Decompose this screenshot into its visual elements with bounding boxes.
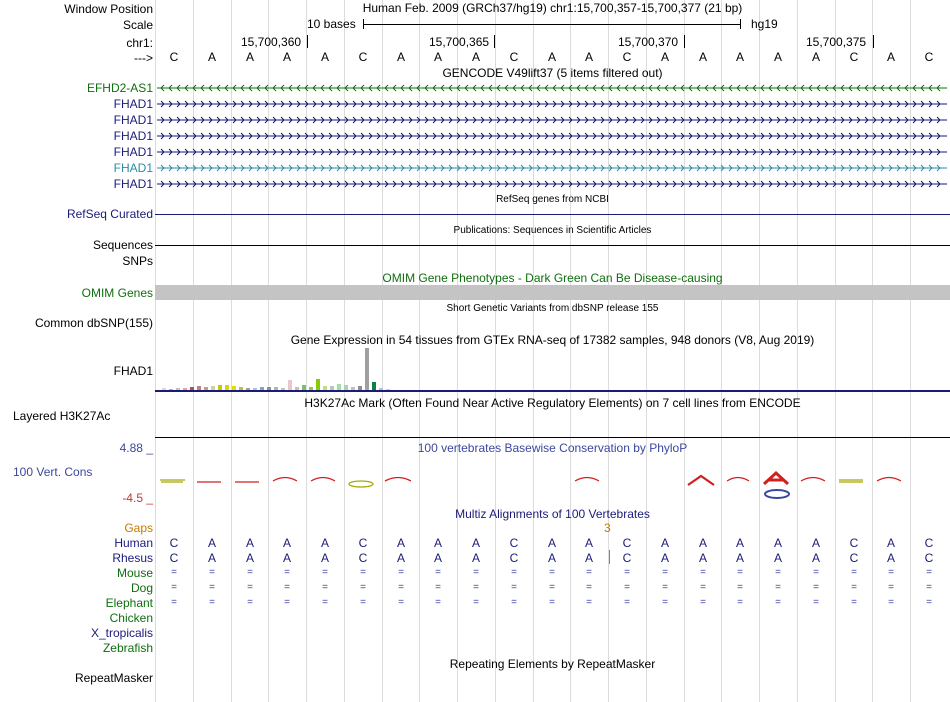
gap-marker <box>609 550 610 564</box>
species-label[interactable]: Chicken <box>109 611 153 625</box>
alignment-base: = <box>209 597 215 608</box>
alignment-base: C <box>358 536 368 550</box>
alignment-base: = <box>284 582 290 593</box>
coordinate-label: 15,700,370 <box>618 35 679 49</box>
alignment-base: = <box>435 582 441 593</box>
alignment-base: A <box>584 551 593 565</box>
alignment-base: = <box>473 597 479 608</box>
alignment-base: A <box>886 536 895 550</box>
alignment-base: = <box>813 567 819 578</box>
alignment-base: = <box>662 567 668 578</box>
alignment-base: = <box>435 597 441 608</box>
ruler-base: A <box>773 50 782 64</box>
coordinate-tick <box>307 35 308 48</box>
alignment-base: = <box>360 582 366 593</box>
pubs-track-title: Publications: Sequences in Scientific Articles <box>453 225 652 236</box>
ruler-base: A <box>886 50 895 64</box>
coordinate-label: 15,700,365 <box>429 35 490 49</box>
gap-count: 3 <box>604 521 611 535</box>
alignment-base: = <box>549 597 555 608</box>
alignment-base: A <box>811 551 820 565</box>
gencode-transcript[interactable] <box>157 131 949 141</box>
ruler-base: A <box>811 50 820 64</box>
alignment-base: C <box>622 551 632 565</box>
alignment-base: A <box>660 551 669 565</box>
gencode-item-label[interactable]: FHAD1 <box>113 161 153 175</box>
gtex-tissue-bar[interactable] <box>288 380 292 390</box>
alignment-base: = <box>398 597 404 608</box>
ruler-base: A <box>547 50 556 64</box>
alignment-base: C <box>622 536 632 550</box>
alignment-base: = <box>775 567 781 578</box>
dbsnp-track-title: Short Genetic Variants from dbSNP release 155 <box>446 303 659 314</box>
snps-track-label[interactable]: SNPs <box>122 254 153 268</box>
scale-bases-text: 10 bases <box>307 17 356 31</box>
alignment-base: A <box>396 551 405 565</box>
alignment-base: = <box>398 567 404 578</box>
dbsnp-track-label[interactable]: Common dbSNP(155) <box>34 316 153 330</box>
phylop-logo[interactable] <box>155 470 950 506</box>
alignment-base: A <box>245 536 254 550</box>
alignment-base: = <box>473 567 479 578</box>
refseq-track-label[interactable]: RefSeq Curated <box>66 207 153 221</box>
gencode-transcript[interactable] <box>157 99 949 109</box>
alignment-base: = <box>888 567 894 578</box>
alignment-base: C <box>924 551 934 565</box>
alignment-base: = <box>926 597 932 608</box>
phylop-mark <box>349 481 373 487</box>
alignment-base: C <box>169 551 179 565</box>
phylop-mark <box>385 478 411 482</box>
scale-bar-left-tick <box>363 19 364 29</box>
omim-track-title: OMIM Gene Phenotypes - Dark Green Can Be Disease-causing <box>382 271 723 285</box>
alignment-base: A <box>773 536 782 550</box>
coordinate-tick <box>494 35 495 48</box>
h3k27ac-track-line <box>155 437 950 438</box>
alignment-base: = <box>737 582 743 593</box>
alignment-base: = <box>360 567 366 578</box>
alignment-base: = <box>700 567 706 578</box>
ruler-base: C <box>622 50 632 64</box>
sequences-track-label[interactable]: Sequences <box>92 238 153 252</box>
gencode-item-label[interactable]: EFHD2-AS1 <box>86 81 153 95</box>
alignment-base: = <box>284 567 290 578</box>
repeatmasker-track-title: Repeating Elements by RepeatMasker <box>449 657 656 671</box>
alignment-base: = <box>171 567 177 578</box>
alignment-base: = <box>435 567 441 578</box>
alignment-base: A <box>471 536 480 550</box>
refseq-track-line <box>155 214 950 215</box>
multiz-track-title: Multiz Alignments of 100 Vertebrates <box>455 507 650 521</box>
ruler-base: A <box>471 50 480 64</box>
ruler-base: C <box>358 50 368 64</box>
alignment-base: = <box>171 597 177 608</box>
coordinate-tick <box>873 35 874 48</box>
alignment-base: A <box>547 536 556 550</box>
coordinate-label: 15,700,375 <box>806 35 867 49</box>
ruler-base: A <box>660 50 669 64</box>
alignment-base: = <box>775 597 781 608</box>
coordinate-tick <box>684 35 685 48</box>
refseq-track-title: RefSeq genes from NCBI <box>496 194 609 205</box>
alignment-base: A <box>207 536 216 550</box>
alignment-base: = <box>322 597 328 608</box>
phylop-track-label[interactable]: 100 Vert. Cons <box>13 465 93 479</box>
alignment-base: = <box>926 567 932 578</box>
alignment-base: = <box>851 597 857 608</box>
alignment-base: = <box>586 597 592 608</box>
alignment-base: = <box>549 582 555 593</box>
alignment-base: A <box>433 536 442 550</box>
phylop-mark <box>801 478 825 482</box>
alignment-base: = <box>624 567 630 578</box>
alignment-base: = <box>511 567 517 578</box>
alignment-base: = <box>662 582 668 593</box>
ruler-base: A <box>245 50 254 64</box>
phylop-mark <box>273 478 297 482</box>
alignment-base: = <box>549 567 555 578</box>
alignment-base: = <box>775 582 781 593</box>
ruler-base: C <box>169 50 179 64</box>
assembly-position-text: Human Feb. 2009 (GRCh37/hg19) chr1:15,700,357-15,700,377 (21 bp) <box>362 1 743 15</box>
alignment-base: = <box>851 582 857 593</box>
alignment-base: A <box>735 551 744 565</box>
alignment-base: = <box>247 597 253 608</box>
alignment-base: = <box>284 597 290 608</box>
gencode-track-title: GENCODE V49lift37 (5 items filtered out) <box>442 66 663 80</box>
phylop-mark <box>764 473 788 484</box>
species-label[interactable]: Zebrafish <box>102 641 153 655</box>
alignment-base: A <box>547 551 556 565</box>
phylop-mark <box>688 476 714 485</box>
alignment-base: A <box>245 551 254 565</box>
alignment-base: = <box>586 567 592 578</box>
gtex-tissue-bar[interactable] <box>365 348 369 390</box>
chrom-label: chr1: <box>126 36 153 50</box>
gencode-transcript[interactable] <box>157 147 949 157</box>
scale-db-text: hg19 <box>751 17 778 31</box>
gtex-track-label[interactable]: FHAD1 <box>113 364 153 378</box>
gtex-baseline <box>155 390 950 392</box>
omim-track-label[interactable]: OMIM Genes <box>81 286 153 300</box>
species-label[interactable]: X_tropicalis <box>90 626 153 640</box>
alignment-base: A <box>773 551 782 565</box>
alignment-base: = <box>662 597 668 608</box>
alignment-base: = <box>209 567 215 578</box>
ruler-base: C <box>924 50 934 64</box>
ruler-base: A <box>735 50 744 64</box>
alignment-base: C <box>358 551 368 565</box>
alignment-base: A <box>282 536 291 550</box>
alignment-base: = <box>360 597 366 608</box>
window-position-label: Window Position <box>64 2 153 16</box>
alignment-base: = <box>926 582 932 593</box>
gtex-track-title: Gene Expression in 54 tissues from GTEx RNA-seq of 17382 samples, 948 donors (V8, Aug 2019) <box>290 333 815 347</box>
alignment-base: = <box>851 567 857 578</box>
alignment-base: C <box>924 536 934 550</box>
alignment-base: A <box>320 551 329 565</box>
alignment-base: C <box>509 536 519 550</box>
ruler-base: A <box>698 50 707 64</box>
alignment-base: = <box>813 597 819 608</box>
species-label[interactable]: Human <box>114 536 153 550</box>
strand-label: ---> <box>134 51 153 65</box>
alignment-base: A <box>396 536 405 550</box>
species-label[interactable]: Dog <box>130 581 153 595</box>
gencode-item-label[interactable]: FHAD1 <box>113 145 153 159</box>
ruler-base: A <box>207 50 216 64</box>
scale-bar-right-tick <box>740 19 741 29</box>
h3k27ac-track-label[interactable]: Layered H3K27Ac <box>13 409 111 423</box>
alignment-base: = <box>322 567 328 578</box>
ruler-base: A <box>433 50 442 64</box>
alignment-base: = <box>700 597 706 608</box>
alignment-base: = <box>171 582 177 593</box>
gtex-tissue-bar[interactable] <box>316 379 320 390</box>
gtex-tissue-bar[interactable] <box>372 382 376 390</box>
coordinate-label: 15,700,360 <box>241 35 302 49</box>
h3k27ac-track-title: H3K27Ac Mark (Often Found Near Active Regulatory Elements) on 7 cell lines from ENCODE <box>304 396 801 410</box>
alignment-base: = <box>473 582 479 593</box>
alignment-base: = <box>700 582 706 593</box>
phylop-mark <box>765 490 789 498</box>
alignment-base: A <box>282 551 291 565</box>
phylop-mark <box>877 478 901 482</box>
species-label[interactable]: Mouse <box>116 566 153 580</box>
omim-gene-bar[interactable] <box>155 285 950 300</box>
gencode-item-label[interactable]: FHAD1 <box>113 177 153 191</box>
alignment-base: A <box>433 551 442 565</box>
pubs-track-line <box>155 245 950 246</box>
alignment-base: A <box>660 536 669 550</box>
alignment-base: A <box>471 551 480 565</box>
gtex-barchart[interactable] <box>155 348 950 390</box>
alignment-base: = <box>737 567 743 578</box>
alignment-base: = <box>624 582 630 593</box>
alignment-base: C <box>849 536 859 550</box>
alignment-base: A <box>698 551 707 565</box>
alignment-base: = <box>247 582 253 593</box>
ruler-base: A <box>396 50 405 64</box>
alignment-base: A <box>886 551 895 565</box>
phylop-min-label: -4.5 _ <box>122 491 153 505</box>
alignment-base: A <box>735 536 744 550</box>
ruler-base: A <box>282 50 291 64</box>
alignment-base: = <box>511 597 517 608</box>
alignment-base: = <box>322 582 328 593</box>
gencode-item-label[interactable]: FHAD1 <box>113 113 153 127</box>
phylop-track-title: 100 vertebrates Basewise Conservation by PhyloP <box>417 441 688 455</box>
gencode-item-label[interactable]: FHAD1 <box>113 129 153 143</box>
gencode-transcript[interactable] <box>157 83 949 93</box>
ruler-base: A <box>320 50 329 64</box>
alignment-base: C <box>849 551 859 565</box>
ruler-base: C <box>849 50 859 64</box>
alignment-base: A <box>698 536 707 550</box>
phylop-max-label: 4.88 _ <box>119 441 153 455</box>
alignment-base: = <box>511 582 517 593</box>
phylop-mark <box>727 478 749 482</box>
alignment-base: = <box>888 597 894 608</box>
alignment-base: C <box>509 551 519 565</box>
scale-label: Scale <box>122 18 153 32</box>
species-label[interactable]: Elephant <box>105 596 153 610</box>
gencode-transcript[interactable] <box>157 179 949 189</box>
alignment-base: A <box>811 536 820 550</box>
phylop-mark <box>311 478 335 482</box>
alignment-base: = <box>209 582 215 593</box>
phylop-mark <box>575 478 599 482</box>
alignment-base: C <box>169 536 179 550</box>
alignment-base: A <box>207 551 216 565</box>
gencode-transcript[interactable] <box>157 163 949 173</box>
gencode-item-label[interactable]: FHAD1 <box>113 97 153 111</box>
alignment-base: A <box>320 536 329 550</box>
repeatmasker-track-label[interactable]: RepeatMasker <box>74 671 153 685</box>
alignment-base: = <box>398 582 404 593</box>
alignment-base: = <box>813 582 819 593</box>
scale-bar <box>364 24 740 25</box>
ruler-base: A <box>584 50 593 64</box>
alignment-base: = <box>737 597 743 608</box>
alignment-base: = <box>247 567 253 578</box>
alignment-base: = <box>586 582 592 593</box>
gaps-label: Gaps <box>124 521 153 535</box>
alignment-base: = <box>888 582 894 593</box>
gencode-transcript[interactable] <box>157 115 949 125</box>
ruler-base: C <box>509 50 519 64</box>
alignment-base: A <box>584 536 593 550</box>
alignment-base: = <box>624 597 630 608</box>
species-label[interactable]: Rhesus <box>112 551 153 565</box>
